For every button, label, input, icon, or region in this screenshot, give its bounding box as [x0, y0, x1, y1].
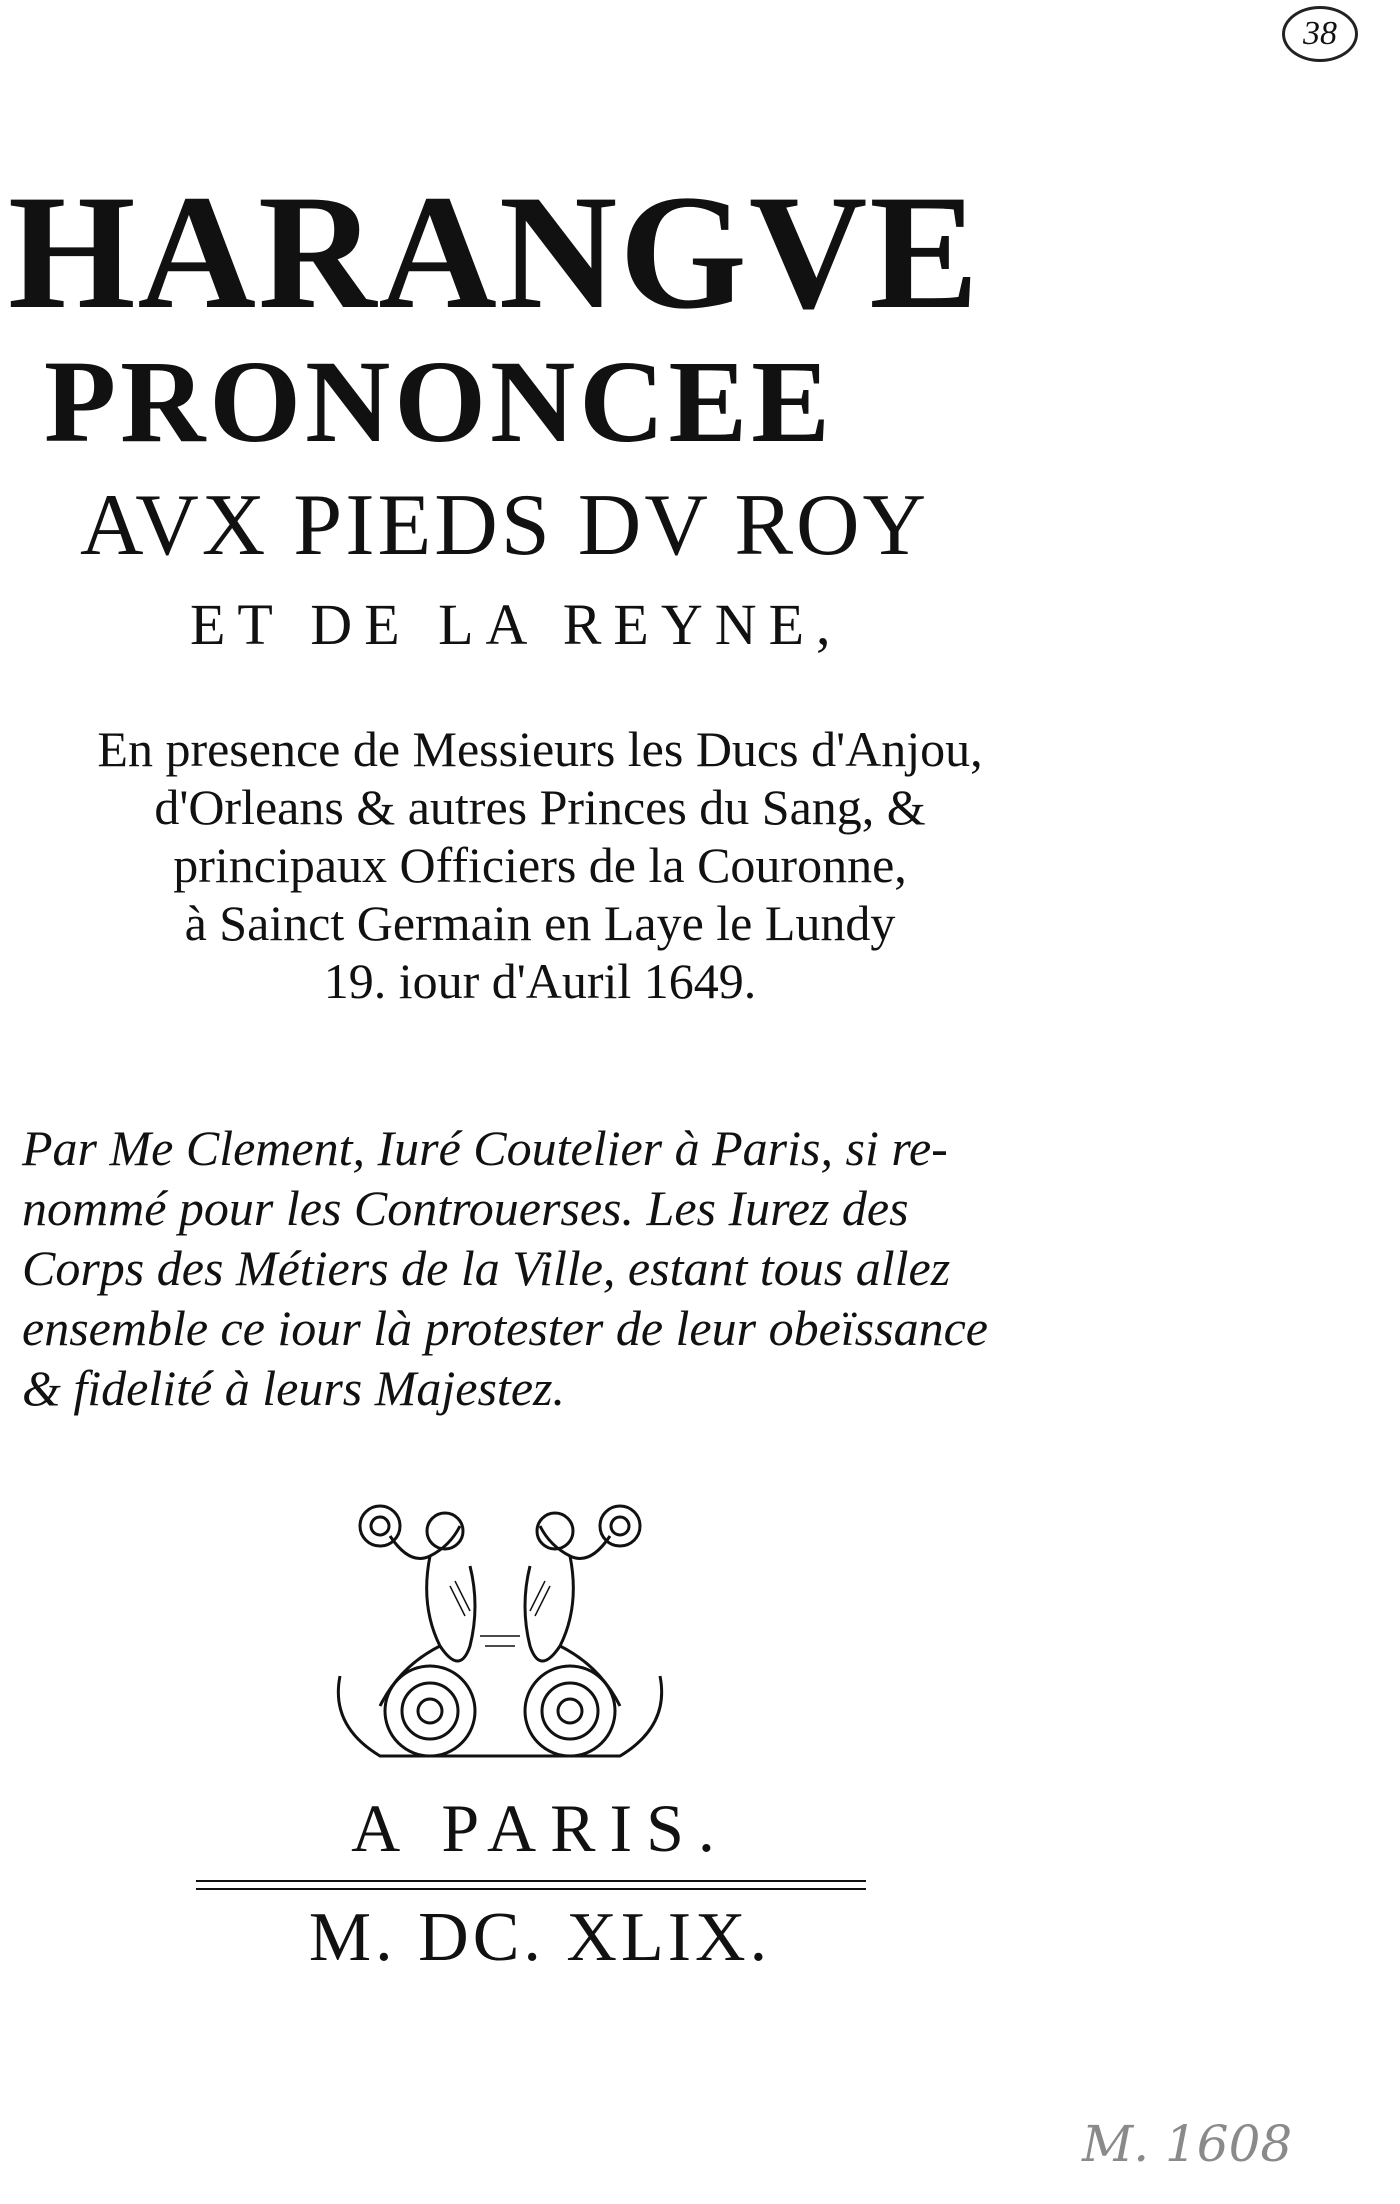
imprint-rule [196, 1880, 866, 1890]
title-line-3: AVX PIEDS DV ROY [80, 477, 930, 574]
author-line: nommé pour les Controuerses. Les Iurez des [22, 1180, 909, 1236]
author-line: Par Me Clement, Iuré Coutelier à Paris, si re- [22, 1120, 948, 1176]
imprint-place: A PARIS. [351, 1790, 729, 1866]
author-line: & fidelité à leurs Majestez. [22, 1360, 565, 1416]
stamp-number: 38 [1303, 15, 1337, 52]
subtitle-line: d'Orleans & autres Princes du Sang, & [154, 779, 926, 835]
subtitle-block [20, 720, 1060, 1010]
author-line: Corps des Métiers de la Ville, estant tous allez [22, 1240, 951, 1296]
subtitle-line: En presence de Messieurs les Ducs d'Anjou, [97, 721, 983, 777]
title-line-4: ET DE LA REYNE, [190, 592, 843, 657]
subtitle-line: principaux Officiers de la Couronne, [173, 837, 907, 893]
title-line-1: HARANGVE [8, 162, 981, 343]
imprint-date: M. DC. XLIX. [308, 1899, 772, 1976]
twin-figures-woodcut-icon [320, 1496, 680, 1766]
subtitle-line: 19. iour d'Auril 1649. [323, 953, 757, 1009]
title-line-2: PRONONCEE [44, 336, 834, 467]
library-stamp [1282, 6, 1358, 62]
subtitle-line: à Sainct Germain en Laye le Lundy [184, 895, 896, 951]
author-block [22, 1118, 1072, 1418]
shelfmark-note: M. 1608 [1082, 2115, 1293, 2173]
author-line: ensemble ce iour là protester de leur obeïssance [22, 1300, 988, 1356]
